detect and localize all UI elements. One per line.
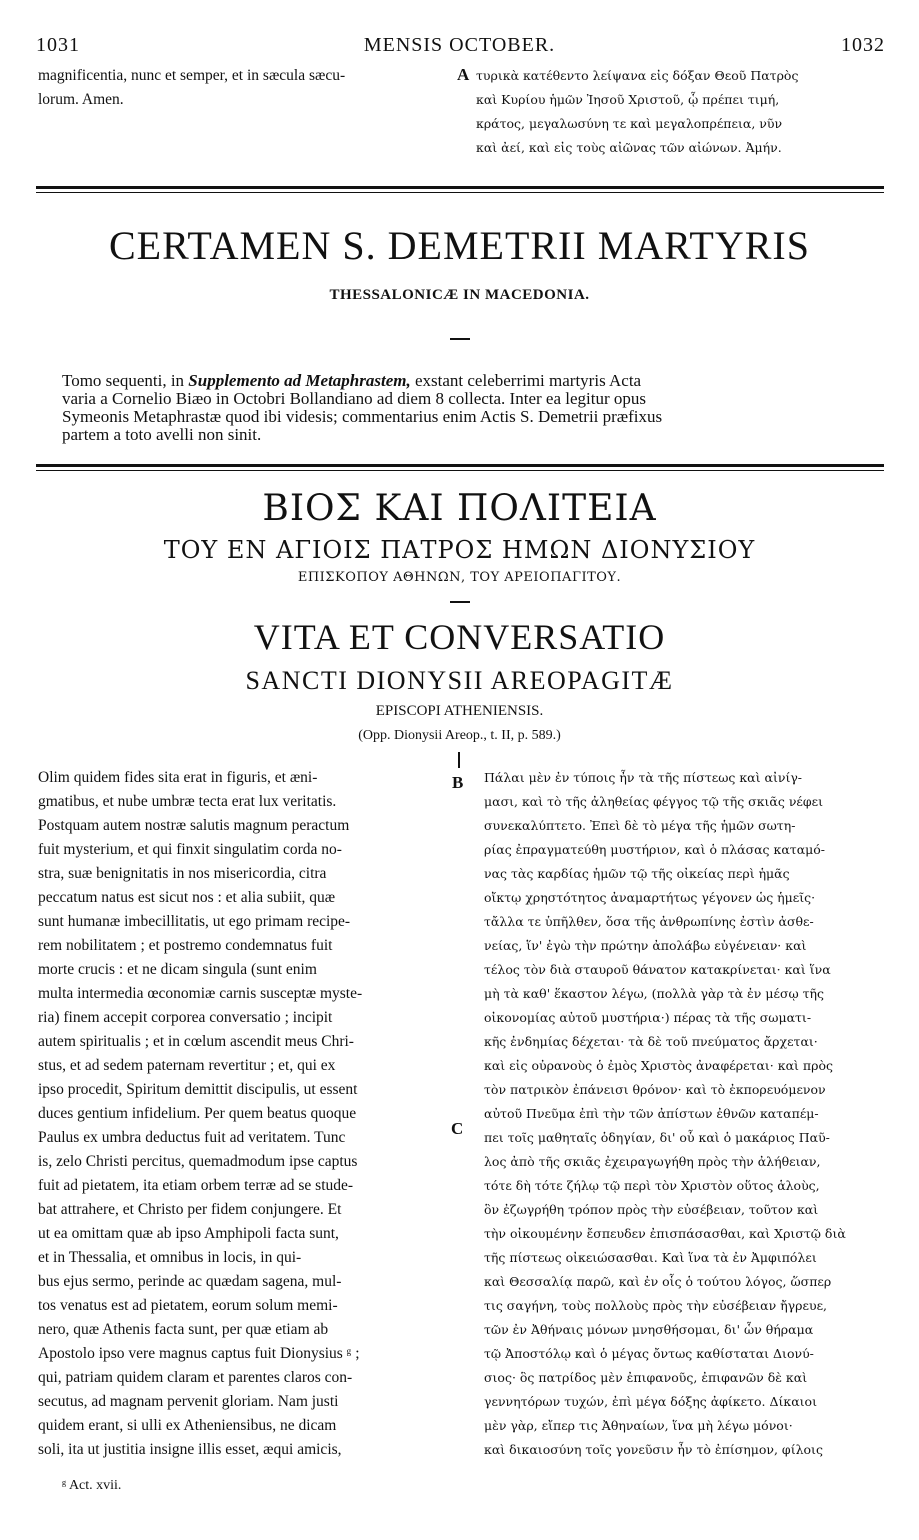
latin-line: autem spiritualis ; et in cœlum ascendit meus Chri- (38, 1033, 354, 1050)
top-latin-text (38, 64, 458, 112)
latin-line: rem nobilitatem ; et postremo condemnatus fuit (38, 937, 333, 954)
latin-line: gmatibus, et nube umbræ tecta erat lux veritatis. (38, 793, 337, 810)
latin-line: bat attrahere, et Christo per fidem conjungere. Et (38, 1201, 342, 1218)
running-title: MENSIS OCTOBER. (363, 34, 556, 56)
right-page-number: 1032 (841, 34, 885, 56)
latin-line: secutus, ad magnam pervenit gloriam. Nam justi (38, 1393, 339, 1410)
latin-body-column (38, 766, 450, 1462)
latin-line: nero, quæ Athenis facta sunt, per quæ etiam ab (38, 1321, 329, 1338)
top-greek-line: τυρικὰ κατέθεντο λείψανα εἰς δόξαν Θεοῦ Πατρὸς (476, 68, 799, 83)
dash-separator (450, 601, 470, 603)
latin-line: duces gentium infidelium. Per quem beatus quoque (38, 1105, 357, 1122)
certamen-note (62, 372, 882, 444)
greek-line: τῷ Ἀποστόλῳ καὶ ὁ μέγας ὄντως καθίσταται Διονύ- (484, 1346, 814, 1361)
latin-line: ria) finem accepit corporea conversatio ; incipit (38, 1009, 333, 1026)
latin-line: Apostolo ipso vere magnus captus fuit Dionysius ᵍ ; (38, 1345, 360, 1362)
latin-line: stra, suæ benignitatis in nos misericordia, citra (38, 865, 327, 882)
greek-line: ρίας ἐπραγματεύθη μυστήριον, καὶ ὁ πλάσας καταμό- (484, 842, 826, 857)
greek-line: λος ἀπὸ τῆς σκιᾶς ἐχειραγωγήθη πρὸς τὴν ἀλήθειαν, (484, 1154, 821, 1169)
greek-line: τῆς πίστεως οἰκειώσασθαι. Καὶ ἵνα τὰ ἐν Ἀμφιπόλει (484, 1250, 817, 1265)
greek-line: μὴ τὰ καθ' ἕκαστον λέγω, (πολλὰ γὰρ τὰ ἐν μέσῳ τῆς (484, 986, 825, 1001)
latin-line: stus, et ad sedem paternam revertitur ; et, qui ex (38, 1057, 336, 1074)
greek-line: νείας, ἵν' ἐγὼ τὴν πρώτην ἀπολάβω εὐγένειαν· καὶ (484, 938, 807, 953)
latin-line: morte crucis : et ne dicam singula (sunt enim (38, 961, 317, 978)
greek-line: μασι, καὶ τὸ τῆς ἀληθείας φέγγος τῷ τῆς σκιᾶς νέφει (484, 794, 824, 809)
greek-line: σιος· ὃς πατρίδος μὲν ἐπιφανοῦς, ἐπιφανῶν δὲ καὶ (484, 1370, 808, 1385)
latin-line: is, zelo Christi percitus, quemadmodum ipse captus (38, 1153, 358, 1170)
latin-subtitle-2: EPISCOPI ATHENIENSIS. (375, 703, 544, 719)
footnote: ᵍ Act. xvii. (62, 1478, 122, 1493)
latin-line: qui, patriam quidem claram et parentes claros con- (38, 1369, 353, 1386)
latin-line: peccatum natus est sicut nos : et alia subiit, quæ (38, 889, 336, 906)
section-rule-thick (36, 464, 884, 467)
left-page-number: 1031 (36, 34, 80, 56)
latin-line: fuit ad pietatem, ita etiam orbem terræ ad se stude- (38, 1177, 354, 1194)
greek-line: αὐτοῦ Πνεῦμα ἐπὶ τὴν τῶν ἀπίστων ἐθνῶν καταπέμ- (484, 1106, 819, 1121)
latin-line: multa intermedia œconomiæ carnis susceptæ myste- (38, 985, 363, 1002)
greek-line: τέλος τὸν διὰ σταυροῦ θάνατον κατακρίνεται· καὶ ἵνα (484, 962, 831, 977)
latin-line: quidem erant, si ulli ex Atheniensibus, ne dicam (38, 1417, 337, 1434)
latin-line: Postquam autem nostræ salutis magnum peractum (38, 817, 350, 834)
source-reference: (Opp. Dionysii Areop., t. II, p. 589.) (358, 728, 561, 743)
top-greek-line: καὶ ἀεί, καὶ εἰς τοὺς αἰῶνας τῶν αἰώνων. Ἀμήν. (476, 140, 782, 155)
greek-line: νας τὰς καρδίας ἡμῶν τῷ τῆς οἰκείας περὶ ἡμᾶς (484, 866, 790, 881)
note-line: Tomo sequenti, in Supplemento ad Metaphrastem, exstant celeberrimi martyris Acta (62, 371, 642, 390)
greek-line: οἰκονομίας αὐτοῦ μυστήρια·) πέρας τὰ τῆς σωματι- (484, 1010, 812, 1025)
greek-line: πει τοῖς μαθηταῖς ὁδηγίαν, δι' οὗ καὶ ὁ μακάριος Παῦ- (484, 1130, 830, 1145)
latin-line: sunt humanæ imbecillitatis, ut ego primam recipe- (38, 913, 351, 930)
greek-subtitle-2: ΕΠΙΣΚΟΠΟΥ ΑΘΗΝΩΝ, ΤΟΥ ΑΡΕΙΟΠΑΓΙΤΟΥ. (297, 570, 622, 585)
certamen-subtitle: THESSALONICÆ IN MACEDONIA. (329, 287, 590, 303)
margin-letter-b: B (452, 773, 464, 792)
greek-line: καὶ δικαιοσύνη τοῖς γονεῦσιν ἦν τὸ ἐπίσημον, φίλοις (484, 1442, 823, 1457)
latin-line: Olim quidem fides sita erat in figuris, et æni- (38, 769, 318, 786)
greek-line: συνεκαλύπτετο. Ἐπεὶ δὲ τὸ μέγα τῆς ἡμῶν σωτη- (484, 818, 796, 833)
greek-line: τῶν ἐν Ἀθήναις μόνων μνησθήσομαι, δι' ὧν θήραμα (484, 1322, 814, 1337)
note-line: Symeonis Metaphrastæ quod ibi videsis; commentarius enim Actis S. Demetrii præfixus (62, 407, 663, 426)
margin-letter-a: A (457, 65, 470, 84)
greek-main-title: ΒΙΟΣ ΚΑΙ ΠΟΛΙΤΕΙΑ (262, 488, 657, 529)
column-tick (458, 752, 460, 768)
greek-line: τότε δὴ τότε ζήλῳ τῷ περὶ τὸν Χριστὸν οὕτος ἁλοὺς, (484, 1178, 820, 1193)
top-greek-line: κράτος, μεγαλωσύνη τε καὶ μεγαλοπρέπεια, νῦν (476, 116, 783, 131)
latin-line: soli, ita ut justitia insigne illis esset, æqui amicis, (38, 1441, 342, 1458)
latin-line: ipso procedit, Spiritum demittit discipulis, ut essent (38, 1081, 358, 1098)
greek-line: τὴν οἰκουμένην ἔσπευδεν ἐπισπάσασθαι, καὶ Χριστῷ διὰ (484, 1226, 846, 1241)
greek-line: γεννητόρων τυχών, ἐπὶ μέγα δόξης ἀφίκετο. Δίκαιοι (484, 1394, 817, 1409)
top-latin-line: lorum. Amen. (38, 91, 124, 108)
certamen-title: CERTAMEN S. DEMETRII MARTYRIS (108, 223, 810, 268)
greek-body-column (484, 766, 884, 1462)
greek-line: καὶ Θεσσαλίᾳ παρῶ, καὶ ἐν οἷς ὁ τούτου λόγος, ὥσπερ (484, 1274, 832, 1289)
latin-line: et in Thessalia, et omnibus in locis, in qui- (38, 1249, 302, 1266)
greek-subtitle-1: ΤΟΥ ΕΝ ΑΓΙΟΙΣ ΠΑΤΡΟΣ ΗΜΩΝ ΔΙΟΝΥΣΙΟΥ (163, 536, 756, 564)
greek-line: τὸν πατρικὸν ἐπάνεισι θρόνον· καὶ τὸ ἐκπορευόμενον (484, 1082, 826, 1097)
section-rule-thick (36, 186, 884, 189)
latin-line: fuit mysterium, et qui finxit singulatim corda no- (38, 841, 342, 858)
note-emphasis: Supplemento ad Metaphrastem, (188, 371, 411, 390)
latin-subtitle-1: SANCTI DIONYSII AREOPAGITÆ (245, 666, 674, 695)
top-greek-text (476, 64, 886, 160)
latin-line: tos venatus est ad pietatem, eorum solum memi- (38, 1297, 338, 1314)
greek-line: οἴκτῳ χρηστότητος ἀναμαρτήτως γέγονεν ὡς ἡμεῖς· (484, 890, 816, 905)
greek-line: κῆς ἐνδημίας δέχεται· τὰ δὲ τοῦ πνεύματος ἄρχεται· (484, 1034, 818, 1049)
greek-line: τἄλλα τε ὑπῆλθεν, ὅσα τῆς ἀνθρωπίνης ἐστὶν ἀσθε- (484, 914, 814, 929)
greek-line: Πάλαι μὲν ἐν τύποις ἦν τὰ τῆς πίστεως καὶ αἰνίγ- (484, 770, 803, 785)
dash-separator (450, 338, 470, 340)
latin-line: ut ea omittam quæ ab ipso Amphipoli facta sunt, (38, 1225, 339, 1242)
latin-line: bus ejus sermo, perinde ac quædam sagena, mul- (38, 1273, 342, 1290)
section-rule-thin (36, 192, 884, 193)
note-line: partem a toto avelli non sinit. (62, 425, 262, 444)
note-line: varia a Cornelio Biæo in Octobri Bollandiano ad diem 8 collecta. Inter ea legitur opus (62, 389, 646, 408)
latin-line: Paulus ex umbra deductus fuit ad veritatem. Tunc (38, 1129, 346, 1146)
greek-line: μὲν γὰρ, εἴπερ τις Ἀθηναίων, ἵνα μὴ λέγω μόνοι· (484, 1418, 793, 1433)
greek-line: ὃν ἐζωγρήθη τρόπον πρὸς τὴν εὐσέβειαν, τοῦτον καὶ (484, 1202, 819, 1217)
top-latin-line: magnificentia, nunc et semper, et in sæcula sæcu- (38, 67, 346, 84)
top-greek-line: καὶ Κυρίου ἡμῶν Ἰησοῦ Χριστοῦ, ᾧ πρέπει τιμή, (476, 92, 780, 107)
section-rule-thin (36, 470, 884, 471)
margin-letter-c: C (451, 1119, 464, 1138)
greek-line: καὶ εἰς οὐρανοὺς ὁ ἐμὸς Χριστὸς ἀναφέρεται· καὶ πρὸς (484, 1058, 833, 1073)
latin-main-title: VITA ET CONVERSATIO (253, 617, 666, 657)
greek-line: τις σαγήνη, τοὺς πολλοὺς πρὸς τὴν εὐσέβειαν ἤγρευε, (484, 1298, 828, 1313)
